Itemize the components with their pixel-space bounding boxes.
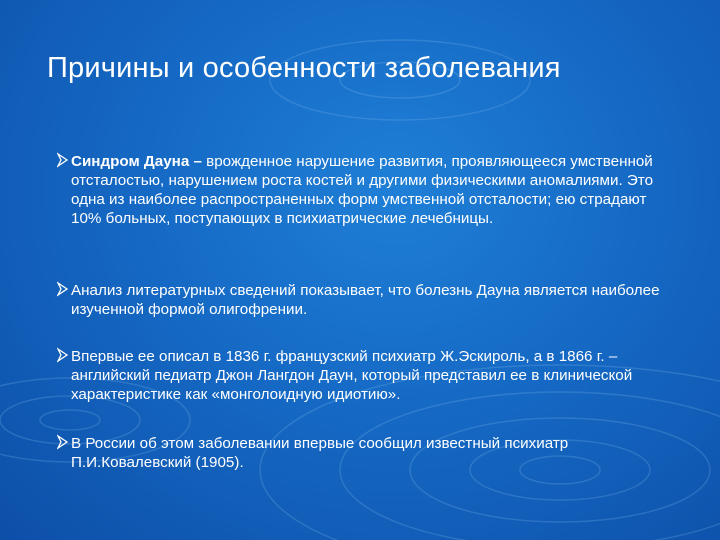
bullet-text — [71, 347, 671, 404]
arrowhead-bullet-icon — [57, 347, 69, 363]
bullet-body: Впервые ее описал в 1836 г. французский психиатр Ж.Эскироль, а в 1866 г. – английский педиатр Джон Лангдон Даун, который представил ее в клинической характеристике как «монголоидную идиотию». — [71, 348, 633, 403]
bullet-text — [71, 281, 671, 319]
bullet-lead: Синдром Дауна – — [71, 153, 207, 170]
slide-title: Причины и особенности заболевания — [47, 52, 561, 84]
bullet-body: В России об этом заболевании впервые сообщил известный психиатр П.И.Ковалевский (1905). — [71, 435, 569, 471]
bullet-text — [71, 152, 671, 228]
bullet-body: Анализ литературных сведений показывает, что болезнь Дауна является наиболее изученной формой олигофрении. — [71, 282, 660, 318]
arrowhead-bullet-icon — [57, 152, 69, 168]
bullet-body: врожденное нарушение развития, проявляющееся умственной отсталостью, нарушением роста костей и другими физическими аномалиями. Это одна из наиболее распространенных форм умственной отсталости; ею страдают 10% больных, поступающих в психиатрические лечебницы. — [71, 153, 654, 227]
arrowhead-bullet-icon — [57, 281, 69, 297]
bullet-text — [71, 434, 671, 472]
arrowhead-bullet-icon — [57, 434, 69, 450]
